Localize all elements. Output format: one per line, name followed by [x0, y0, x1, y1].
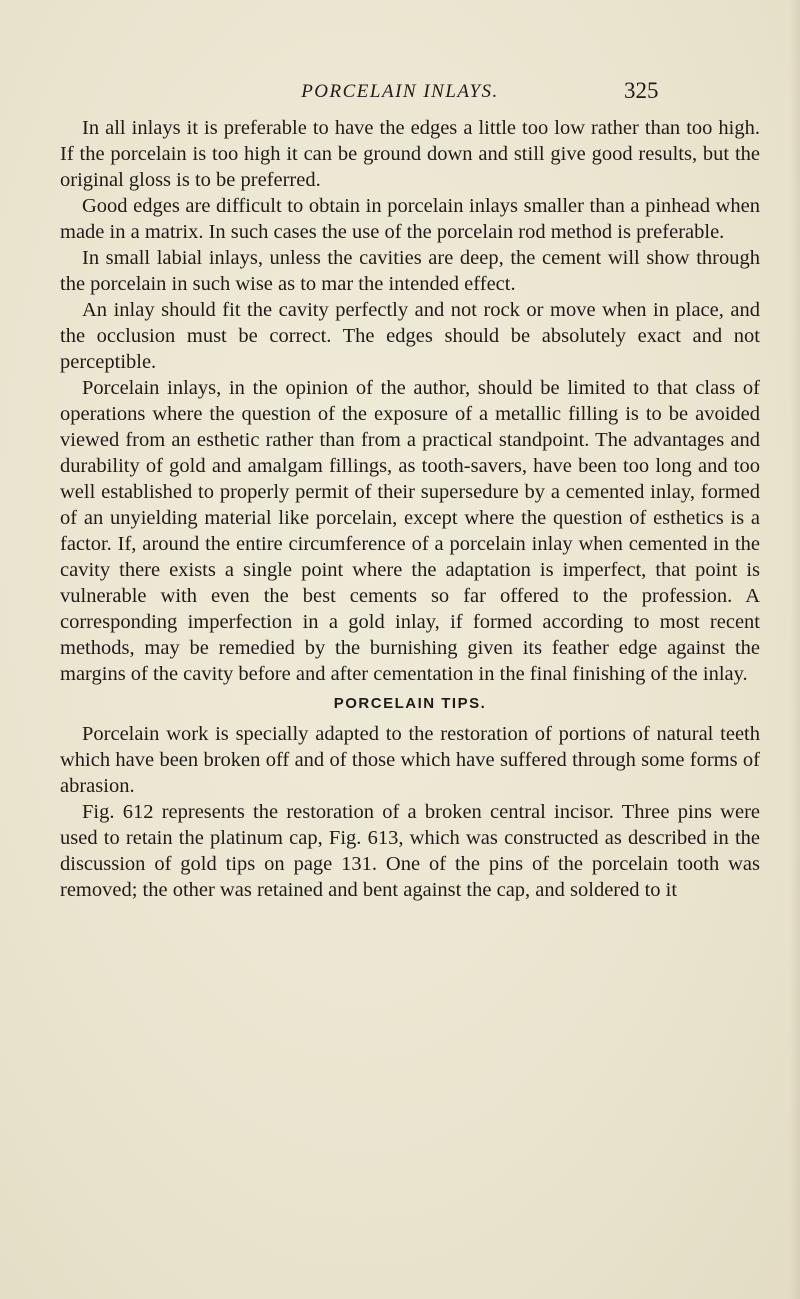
paragraph-good-edges: Good edges are difficult to obtain in porcelain inlays smaller than a pinhead when made in a matrix. In such cases the use of the porcelain rod method is preferable. [60, 195, 760, 243]
page-edge-shadow [790, 0, 800, 1299]
running-title: PORCELAIN INLAYS. [301, 81, 499, 102]
paragraph-inlay-fit: An inlay should fit the cavity perfectly and not rock or move when in place, and the occlusion must be correct. The edges should be absolutely exact and not perceptible. [60, 299, 760, 373]
section-heading: PORCELAIN TIPS. [333, 695, 487, 712]
paragraph-labial-inlays: In small labial inlays, unless the cavities are deep, the cement will show through the porcelain in such wise as to mar the intended effect. [60, 247, 760, 295]
paragraph-edges: In all inlays it is preferable to have the edges a little too low rather than too high. If the porcelain is too high it can be ground down and still give good results, but the original gloss is to be preferred. [60, 117, 760, 191]
paragraph-porcelain-work: Porcelain work is specially adapted to the restoration of portions of natural teeth which have been broken off and of those which have suffered through some forms of abrasion. [60, 723, 760, 797]
paragraph-author-opinion: Porcelain inlays, in the opinion of the author, should be limited to that class of operations where the question of the exposure of a metallic filling is to be avoided viewed from an esthetic rather than from a practical standpoint. The advantages and durability of gold and amalgam fillings, as tooth-savers, have been too long and too well established to properly permit of their supersedure by a cemented inlay, formed of an unyielding material like porcelain, except where the question of esthetics is a factor. If, around the entire circumference of a porcelain inlay when cemented in the cavity there exists a single point where the adaptation is imperfect, that point is vulnerable with even the best cements so far offered to the profession. A corresponding imperfection in a gold inlay, if formed according to most recent methods, may be remedied by the burnishing given its feather edge against the margins of the cavity before and after cementation in the final finishing of the inlay. [60, 377, 760, 685]
body-text [60, 115, 760, 903]
page-number: 325 [624, 78, 659, 103]
paragraph-fig-612: Fig. 612 represents the restoration of a broken central incisor. Three pins were used to retain the platinum cap, Fig. 613, which was constructed as described in the discussion of gold tips on page 131. One of the pins of the porcelain tooth was removed; the other was retained and bent against the cap, and soldered to it [60, 801, 760, 901]
